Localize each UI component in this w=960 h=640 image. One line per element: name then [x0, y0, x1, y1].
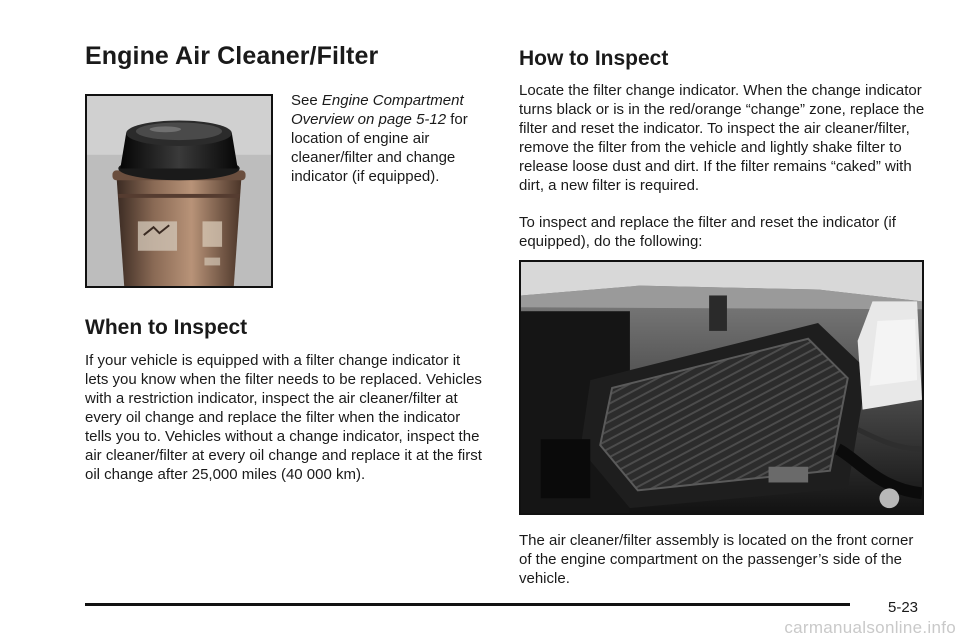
when-to-inspect-heading: When to Inspect	[85, 316, 248, 339]
see-suffix: for location of engine air cleaner/filter and change indicator (if equipped).	[291, 111, 468, 185]
photo-caption: The air cleaner/filter assembly is located on the front corner of the engine compartment on the passenger’s side of the vehicle.	[519, 532, 914, 587]
footer-rule	[85, 603, 850, 606]
watermark: carmanualsonline.info	[784, 618, 956, 637]
engine-compartment-photo	[519, 260, 924, 515]
how-to-inspect-body: Locate the filter change indicator. When the change indicator turns black or is in the red/orange “change” zone, replace the filter and reset the indicator. To inspect the air cleaner/filter, remove the filter from the vehicle and lightly shake filter to release loose dust and dirt. If the filter remains “caked” with dirt, a new filter is required.	[519, 82, 925, 194]
see-prefix: See	[291, 92, 318, 109]
see-reference-text	[291, 91, 491, 186]
cross-reference-link[interactable]: Engine Compartment Overview on page 5-12	[291, 92, 464, 128]
page-title: Engine Air Cleaner/Filter	[85, 42, 379, 70]
when-to-inspect-body: If your vehicle is equipped with a filter change indicator it lets you know when the filter needs to be replaced. Vehicles with a restriction indicator, inspect the air cleaner/filter at every oil change and replace the filter when the indicator tells you to. Vehicles without a change indicator, inspect the air cleaner/filter at every oil change and replace it at the first oil change after 25,000 miles (40 000 km).	[85, 352, 482, 483]
filter-indicator-photo	[85, 94, 273, 288]
how-to-inspect-steps-intro: To inspect and replace the filter and reset the indicator (if equipped), do the following:	[519, 214, 896, 250]
how-to-inspect-heading: How to Inspect	[519, 47, 669, 70]
page-number: 5-23	[888, 599, 919, 616]
